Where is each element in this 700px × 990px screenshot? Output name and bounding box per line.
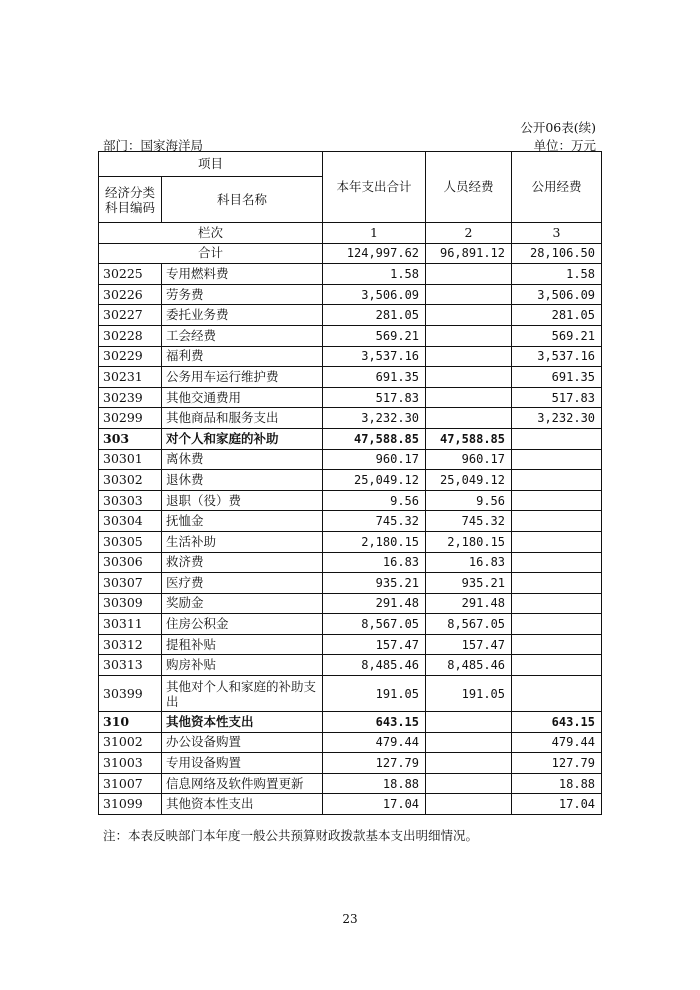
row-code: 30399: [99, 676, 162, 712]
row-code: 31007: [99, 773, 162, 794]
row-total: 281.05: [323, 305, 426, 326]
row-personnel: [426, 305, 512, 326]
row-total: 16.83: [323, 552, 426, 573]
row-public: [512, 531, 602, 552]
row-public: 17.04: [512, 794, 602, 815]
table-row: [99, 712, 602, 733]
sum-public: 28,106.50: [512, 243, 602, 264]
row-total: 291.48: [323, 593, 426, 614]
row-total: 47,588.85: [323, 428, 426, 449]
table-row: [99, 655, 602, 676]
row-public: 18.88: [512, 773, 602, 794]
row-personnel: 16.83: [426, 552, 512, 573]
header-econ-code: 经济分类科目编码: [99, 177, 162, 223]
row-total: 3,506.09: [323, 284, 426, 305]
row-code: 30229: [99, 346, 162, 367]
row-personnel: [426, 284, 512, 305]
row-personnel: 960.17: [426, 449, 512, 470]
row-public: 517.83: [512, 387, 602, 408]
row-public: [512, 573, 602, 594]
row-personnel: [426, 732, 512, 753]
header-item: 项目: [99, 152, 323, 177]
table-row: [99, 753, 602, 774]
footnote: 注：本表反映部门本年度一般公共预算财政拨款基本支出明细情况。: [103, 828, 479, 843]
row-public: [512, 428, 602, 449]
row-name: 购房补贴: [162, 655, 323, 676]
row-public: [512, 470, 602, 491]
unit-label: 单位：万元: [533, 138, 596, 153]
row-personnel: [426, 367, 512, 388]
row-public: 691.35: [512, 367, 602, 388]
row-total: 2,180.15: [323, 531, 426, 552]
row-code: 30309: [99, 593, 162, 614]
row-total: 8,485.46: [323, 655, 426, 676]
row-code: 30301: [99, 449, 162, 470]
row-total: 569.21: [323, 325, 426, 346]
row-public: 3,232.30: [512, 408, 602, 429]
row-code: 310: [99, 712, 162, 733]
row-total: 157.47: [323, 634, 426, 655]
row-personnel: 935.21: [426, 573, 512, 594]
col-index-1: 1: [323, 223, 426, 244]
row-personnel: [426, 387, 512, 408]
row-personnel: 191.05: [426, 676, 512, 712]
row-personnel: 47,588.85: [426, 428, 512, 449]
row-public: 281.05: [512, 305, 602, 326]
table-row: [99, 676, 602, 712]
row-total: 18.88: [323, 773, 426, 794]
row-code: 30305: [99, 531, 162, 552]
table-row: [99, 470, 602, 491]
row-public: [512, 449, 602, 470]
table-row: [99, 387, 602, 408]
row-name: 专用燃料费: [162, 264, 323, 285]
row-code: 30227: [99, 305, 162, 326]
row-name: 其他交通费用: [162, 387, 323, 408]
row-public: [512, 614, 602, 635]
row-name: 专用设备购置: [162, 753, 323, 774]
row-public: 569.21: [512, 325, 602, 346]
table-row: [99, 634, 602, 655]
header-subject-name: 科目名称: [162, 177, 323, 223]
row-personnel: [426, 264, 512, 285]
table-row: [99, 794, 602, 815]
row-personnel: [426, 408, 512, 429]
table-row: [99, 732, 602, 753]
row-total: 691.35: [323, 367, 426, 388]
table-row: [99, 490, 602, 511]
row-public: 1.58: [512, 264, 602, 285]
col-index-3: 3: [512, 223, 602, 244]
row-personnel: [426, 753, 512, 774]
table-row: [99, 305, 602, 326]
row-personnel: [426, 794, 512, 815]
row-total: 935.21: [323, 573, 426, 594]
row-total: 191.05: [323, 676, 426, 712]
col-index-2: 2: [426, 223, 512, 244]
row-name: 退职（役）费: [162, 490, 323, 511]
row-name: 委托业务费: [162, 305, 323, 326]
row-total: 127.79: [323, 753, 426, 774]
sum-personnel: 96,891.12: [426, 243, 512, 264]
row-code: 30303: [99, 490, 162, 511]
row-public: 3,506.09: [512, 284, 602, 305]
row-code: 31003: [99, 753, 162, 774]
row-personnel: [426, 325, 512, 346]
table-row: [99, 449, 602, 470]
row-personnel: 9.56: [426, 490, 512, 511]
table-row: [99, 325, 602, 346]
row-code: 30299: [99, 408, 162, 429]
table-row: [99, 367, 602, 388]
table-row: [99, 552, 602, 573]
table-row: [99, 408, 602, 429]
row-code: 30231: [99, 367, 162, 388]
row-name: 救济费: [162, 552, 323, 573]
department-label: 部门：国家海洋局: [103, 138, 204, 153]
row-name: 办公设备购置: [162, 732, 323, 753]
sum-label: 合计: [99, 243, 323, 264]
row-total: 3,232.30: [323, 408, 426, 429]
row-name: 其他资本性支出: [162, 794, 323, 815]
row-code: 31099: [99, 794, 162, 815]
header-personnel: 人员经费: [426, 152, 512, 223]
table-row: [99, 264, 602, 285]
row-code: 31002: [99, 732, 162, 753]
row-code: 30313: [99, 655, 162, 676]
row-name: 工会经费: [162, 325, 323, 346]
row-total: 960.17: [323, 449, 426, 470]
row-personnel: 8,485.46: [426, 655, 512, 676]
row-name: 其他资本性支出: [162, 712, 323, 733]
row-public: [512, 552, 602, 573]
row-name: 公务用车运行维护费: [162, 367, 323, 388]
row-public: 643.15: [512, 712, 602, 733]
sum-total: 124,997.62: [323, 243, 426, 264]
expenditure-table: [98, 151, 602, 815]
row-public: 479.44: [512, 732, 602, 753]
table-row: [99, 428, 602, 449]
row-public: [512, 511, 602, 532]
row-personnel: [426, 712, 512, 733]
row-name: 离休费: [162, 449, 323, 470]
row-total: 3,537.16: [323, 346, 426, 367]
row-name: 信息网络及软件购置更新: [162, 773, 323, 794]
page-number: 23: [342, 912, 358, 926]
row-public: [512, 490, 602, 511]
row-name: 劳务费: [162, 284, 323, 305]
row-name: 福利费: [162, 346, 323, 367]
row-name: 提租补贴: [162, 634, 323, 655]
row-name: 退休费: [162, 470, 323, 491]
row-name: 抚恤金: [162, 511, 323, 532]
row-personnel: 745.32: [426, 511, 512, 532]
row-total: 517.83: [323, 387, 426, 408]
row-code: 30302: [99, 470, 162, 491]
row-name: 其他商品和服务支出: [162, 408, 323, 429]
row-public: 3,537.16: [512, 346, 602, 367]
row-personnel: [426, 773, 512, 794]
row-public: [512, 655, 602, 676]
row-name: 对个人和家庭的补助: [162, 428, 323, 449]
row-code: 30228: [99, 325, 162, 346]
row-code: 303: [99, 428, 162, 449]
table-row: [99, 531, 602, 552]
row-total: 643.15: [323, 712, 426, 733]
table-row: [99, 593, 602, 614]
row-code: 30312: [99, 634, 162, 655]
header-public: 公用经费: [512, 152, 602, 223]
row-code: 30226: [99, 284, 162, 305]
row-public: [512, 593, 602, 614]
col-index-label: 栏次: [99, 223, 323, 244]
row-code: 30304: [99, 511, 162, 532]
row-personnel: 157.47: [426, 634, 512, 655]
row-personnel: 291.48: [426, 593, 512, 614]
row-code: 30307: [99, 573, 162, 594]
row-code: 30225: [99, 264, 162, 285]
row-personnel: 2,180.15: [426, 531, 512, 552]
row-name: 生活补助: [162, 531, 323, 552]
row-name: 奖励金: [162, 593, 323, 614]
row-name: 其他对个人和家庭的补助支出: [162, 676, 323, 712]
row-code: 30239: [99, 387, 162, 408]
row-total: 9.56: [323, 490, 426, 511]
row-public: 127.79: [512, 753, 602, 774]
row-public: [512, 634, 602, 655]
header-total: 本年支出合计: [323, 152, 426, 223]
row-code: 30306: [99, 552, 162, 573]
row-total: 1.58: [323, 264, 426, 285]
table-row: [99, 614, 602, 635]
table-label: 公开06表(续): [520, 120, 596, 135]
row-total: 25,049.12: [323, 470, 426, 491]
row-public: [512, 676, 602, 712]
row-personnel: 25,049.12: [426, 470, 512, 491]
row-name: 住房公积金: [162, 614, 323, 635]
row-code: 30311: [99, 614, 162, 635]
table-row: [99, 511, 602, 532]
table-row: [99, 284, 602, 305]
row-personnel: 8,567.05: [426, 614, 512, 635]
row-personnel: [426, 346, 512, 367]
table-row: [99, 573, 602, 594]
table-row: [99, 773, 602, 794]
row-total: 745.32: [323, 511, 426, 532]
row-total: 8,567.05: [323, 614, 426, 635]
row-name: 医疗费: [162, 573, 323, 594]
row-total: 479.44: [323, 732, 426, 753]
table-row: [99, 346, 602, 367]
row-total: 17.04: [323, 794, 426, 815]
